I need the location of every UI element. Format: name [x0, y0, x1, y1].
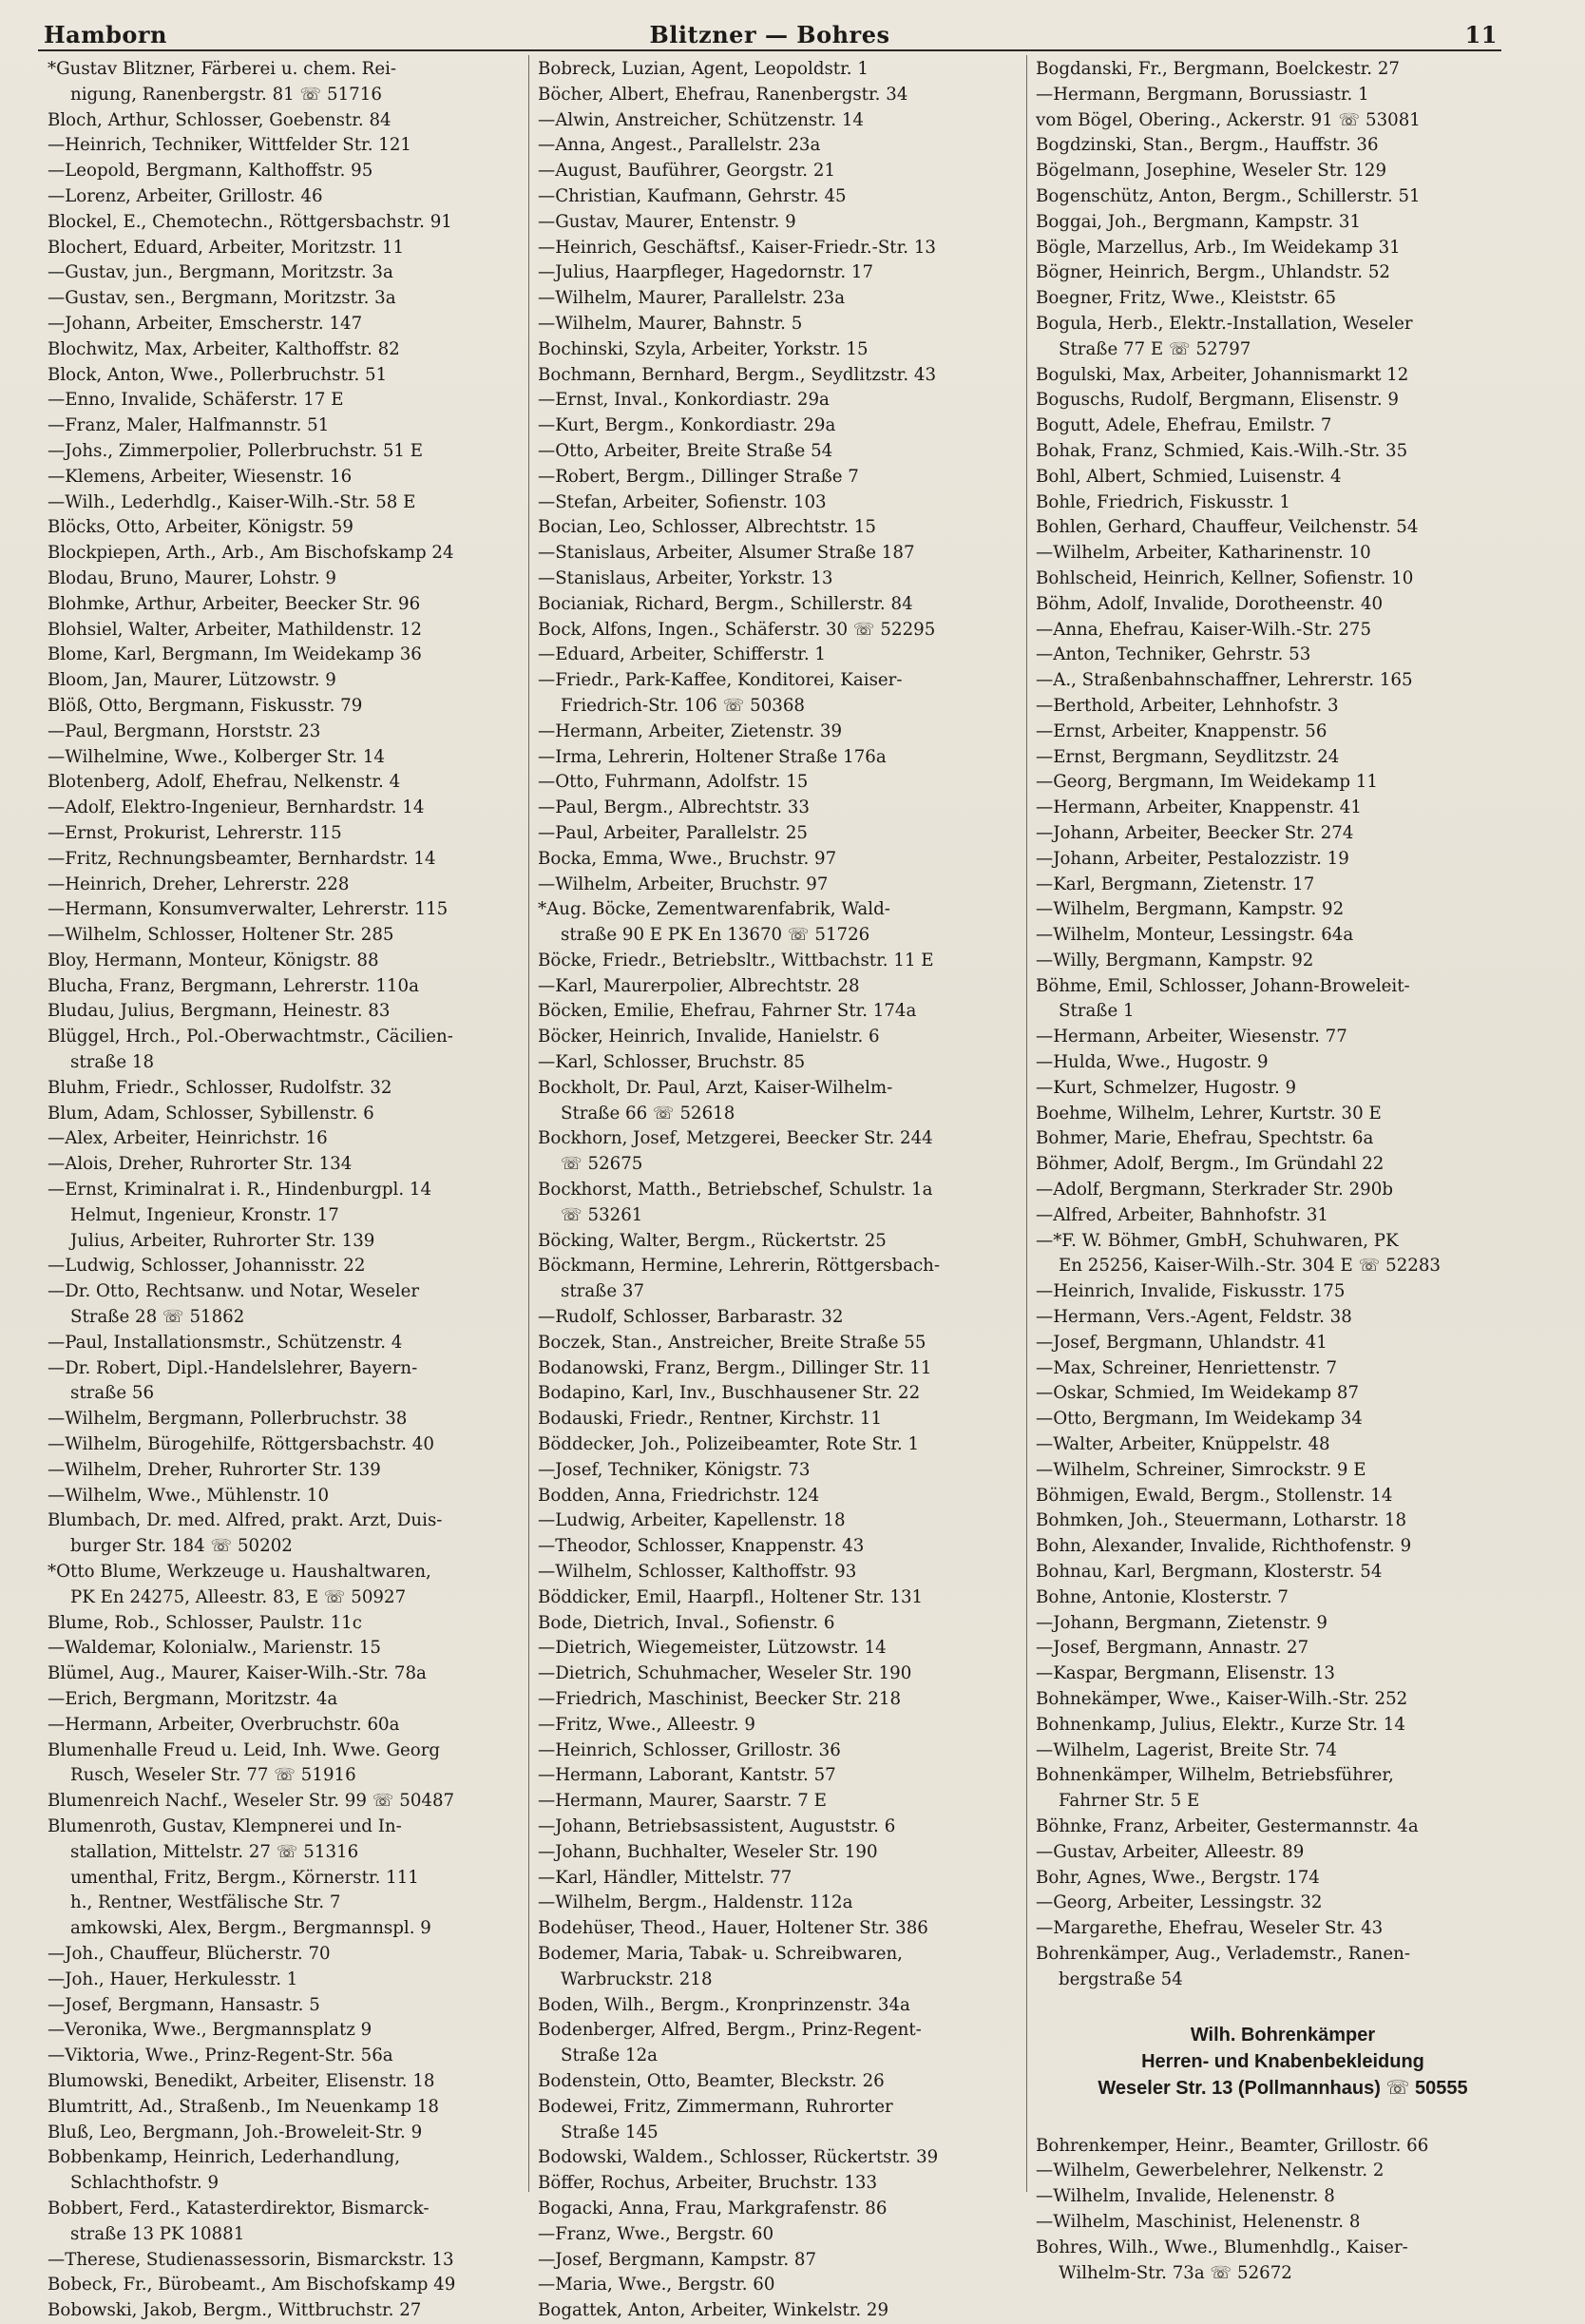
directory-entry-line: Böddecker, Joh., Polizeibeamter, Rote Str. 1	[538, 1434, 920, 1455]
directory-entry-line: Bochmann, Bernhard, Bergm., Seydlitzstr. 43	[538, 364, 937, 385]
directory-entry-line: —Karl, Bergmann, Zietenstr. 17	[1036, 874, 1315, 894]
directory-entry-line: —Heinrich, Invalide, Fiskusstr. 175	[1036, 1281, 1346, 1302]
directory-entry-line: Blochwitz, Max, Arbeiter, Kalthoffstr. 82	[48, 338, 400, 359]
directory-entry-line: —Fritz, Rechnungsbeamter, Bernhardstr. 14	[48, 848, 436, 869]
directory-entry-line: Bohnekämper, Wwe., Kaiser-Wilh.-Str. 252	[1036, 1689, 1408, 1709]
directory-entry-line: —Theodor, Schlosser, Knappenstr. 43	[538, 1536, 865, 1557]
directory-entry-line: —Wilhelm, Maurer, Parallelstr. 23a	[538, 288, 846, 309]
directory-entry-line: Blum, Adam, Schlosser, Sybillenstr. 6	[48, 1103, 374, 1124]
directory-entry-line: burger Str. 184 ☏ 50202	[70, 1536, 293, 1557]
directory-entry-line: Bohmer, Marie, Ehefrau, Spechtstr. 6a	[1036, 1128, 1374, 1149]
directory-entry-line: —Eduard, Arbeiter, Schifferstr. 1	[538, 644, 826, 665]
directory-entry-line: Bohak, Franz, Schmied, Kais.-Wilh.-Str. 35	[1036, 440, 1408, 461]
directory-entry-line: Böhme, Emil, Schlosser, Johann-Broweleit-	[1036, 975, 1410, 996]
directory-entry-line: Bodanowski, Franz, Bergm., Dillinger Str. 11	[538, 1357, 932, 1378]
directory-entry-line: Blotenberg, Adolf, Ehefrau, Nelkenstr. 4	[48, 772, 401, 793]
directory-entry-line: —Alfred, Arbeiter, Bahnhofstr. 31	[1036, 1204, 1328, 1225]
directory-entry-line: —Friedr., Park-Kaffee, Konditorei, Kaiser-	[538, 670, 903, 691]
directory-entry-line: Bockhorst, Matth., Betriebschef, Schulstr. 1a	[538, 1180, 933, 1200]
directory-entry-line: amkowski, Alex, Bergm., Bergmannspl. 9	[70, 1918, 431, 1939]
directory-entry-line: —Hermann, Arbeiter, Zietenstr. 39	[538, 720, 843, 741]
directory-entry-line: Bohrenkämper, Aug., Verlademstr., Ranen-	[1036, 1943, 1411, 1964]
directory-entry-line: Bodewei, Fritz, Zimmermann, Ruhrorter	[538, 2096, 893, 2117]
directory-column-1	[48, 57, 542, 2321]
directory-entry-line: —Wilhelm, Wwe., Mühlenstr. 10	[48, 1485, 330, 1506]
header-city: Hamborn	[44, 21, 168, 48]
directory-entry-line: —Wilh., Lederhdlg., Kaiser-Wilh.-Str. 58 E	[48, 491, 416, 512]
directory-entry-line: —Therese, Studienassessorin, Bismarckstr. 13	[48, 2249, 454, 2270]
directory-entry-line: —Adolf, Elektro-Ingenieur, Bernhardstr. 14	[48, 797, 425, 818]
directory-entry-line: —Erich, Bergmann, Moritzstr. 4a	[48, 1689, 338, 1709]
directory-entry-line: —Otto, Bergmann, Im Weidekamp 34	[1036, 1409, 1363, 1430]
directory-entry-line: —Karl, Händler, Mittelstr. 77	[538, 1867, 792, 1888]
directory-entry-line: Bodenberger, Alfred, Bergm., Prinz-Regent-	[538, 2020, 922, 2041]
advertisement-box	[1036, 2022, 1530, 2102]
directory-entry-line: Bohlen, Gerhard, Chauffeur, Veilchenstr. 54	[1036, 517, 1419, 538]
directory-entry-line: ☏ 53261	[561, 1204, 643, 1225]
directory-entry-line: Blohmke, Arthur, Arbeiter, Beecker Str. 96	[48, 593, 421, 614]
directory-entry-line: —Josef, Bergmann, Hansastr. 5	[48, 1994, 320, 2015]
ad-address-phone: Weseler Str. 13 (Pollmannhaus) ☏ 50555	[1098, 2077, 1468, 2099]
directory-entry-line: Bogdzinski, Stan., Bergm., Hauffstr. 36	[1036, 135, 1379, 156]
directory-entry-line: Blohsiel, Walter, Arbeiter, Mathildenstr. 12	[48, 619, 422, 640]
directory-entry-line: —Dietrich, Wiegemeister, Lützowstr. 14	[538, 1638, 887, 1659]
directory-entry-line: Blockpiepen, Arth., Arb., Am Bischofskamp 24	[48, 543, 454, 564]
directory-entry-line: —Margarethe, Ehefrau, Weseler Str. 43	[1036, 1918, 1384, 1939]
directory-entry-line: Bodauski, Friedr., Rentner, Kirchstr. 11	[538, 1409, 883, 1430]
directory-entry-line: Bohrenkemper, Heinr., Beamter, Grillostr. 66	[1036, 2135, 1429, 2156]
directory-entry-line: Bogutt, Adele, Ehefrau, Emilstr. 7	[1036, 415, 1332, 436]
directory-entry-line: Bodapino, Karl, Inv., Buschhausener Str. 22	[538, 1383, 921, 1404]
directory-entry-line: Bobbenkamp, Heinrich, Lederhandlung,	[48, 2147, 401, 2168]
directory-column-2	[538, 57, 1032, 2321]
directory-entry-line: —Heinrich, Schlosser, Grillostr. 36	[538, 1739, 841, 1760]
directory-entry-line: —Kurt, Bergm., Konkordiastr. 29a	[538, 415, 836, 436]
directory-entry-line: —Gustav, jun., Bergmann, Moritzstr. 3a	[48, 262, 393, 283]
directory-entry-line: Böhnke, Franz, Arbeiter, Gestermannstr. 4a	[1036, 1815, 1419, 1836]
directory-entry-line: —Ernst, Prokurist, Lehrerstr. 115	[48, 822, 342, 843]
directory-entry-line: —Gustav, Arbeiter, Alleestr. 89	[1036, 1841, 1305, 1862]
directory-entry-line: Wilhelm-Str. 73a ☏ 52672	[1059, 2262, 1292, 2283]
directory-entry-line: —Stanislaus, Arbeiter, Yorkstr. 13	[538, 567, 833, 588]
directory-entry-line: Blöß, Otto, Bergmann, Fiskusstr. 79	[48, 695, 363, 716]
directory-entry-line: Blumowski, Benedikt, Arbeiter, Elisenstr. 18	[48, 2070, 435, 2091]
directory-entry-line: —Ernst, Inval., Konkordiastr. 29a	[538, 390, 830, 411]
directory-entry-line: En 25256, Kaiser-Wilh.-Str. 304 E ☏ 52283	[1059, 1256, 1441, 1277]
directory-entry-line: Bohnau, Karl, Bergmann, Klosterstr. 54	[1036, 1562, 1383, 1583]
directory-entry-line: Bodenstein, Otto, Beamter, Bleckstr. 26	[538, 2070, 885, 2091]
directory-entry-line: —Klemens, Arbeiter, Wiesenstr. 16	[48, 466, 353, 487]
directory-entry-line: —Wilhelm, Gewerbelehrer, Nelkenstr. 2	[1036, 2161, 1384, 2181]
directory-entry-line: Bobbert, Ferd., Katasterdirektor, Bismarck-	[48, 2198, 430, 2218]
directory-entry-line: —Josef, Techniker, Königstr. 73	[538, 1459, 811, 1480]
directory-entry-line: Bockholt, Dr. Paul, Arzt, Kaiser-Wilhelm-	[538, 1077, 893, 1098]
ad-company-name: Wilh. Bohrenkämper	[1190, 2024, 1376, 2046]
directory-entry-line: —Julius, Haarpfleger, Hagedornstr. 17	[538, 262, 874, 283]
directory-entry-line: —Josef, Bergmann, Kampstr. 87	[538, 2249, 817, 2270]
directory-entry-line: —Wilhelm, Schlosser, Holtener Str. 285	[48, 925, 394, 946]
directory-entry-line: —Otto, Fuhrmann, Adolfstr. 15	[538, 772, 809, 793]
directory-entry-line: Friedrich-Str. 106 ☏ 50368	[561, 695, 805, 716]
directory-entry-line: —Wilhelmine, Wwe., Kolberger Str. 14	[48, 746, 385, 767]
directory-entry-line: Blümel, Aug., Maurer, Kaiser-Wilh.-Str. 78a	[48, 1663, 427, 1684]
directory-entry-line: straße 13 PK 10881	[70, 2223, 245, 2244]
directory-entry-line: —Wilhelm, Bergmann, Kampstr. 92	[1036, 899, 1345, 920]
directory-entry-line: Böckmann, Hermine, Lehrerin, Röttgersbach-	[538, 1256, 941, 1277]
directory-entry-line: Bogulski, Max, Arbeiter, Johannismarkt 12	[1036, 364, 1409, 385]
directory-entry-line: —Wilhelm, Invalide, Helenenstr. 8	[1036, 2186, 1335, 2207]
directory-entry-line: Bloch, Arthur, Schlosser, Goebenstr. 84	[48, 109, 391, 130]
directory-entry-line: —Ernst, Kriminalrat i. R., Hindenburgpl. 14	[48, 1180, 432, 1200]
directory-entry-line: —Dietrich, Schuhmacher, Weseler Str. 190	[538, 1663, 912, 1684]
directory-entry-line: Bocian, Leo, Schlosser, Albrechtstr. 15	[538, 517, 876, 538]
directory-entry-line: *Gustav Blitzner, Färberei u. chem. Rei-	[48, 59, 397, 79]
directory-entry-line: Bögelmann, Josephine, Weseler Str. 129	[1036, 161, 1387, 182]
directory-entry-line: —Georg, Arbeiter, Lessingstr. 32	[1036, 1892, 1323, 1913]
directory-entry-line: vom Bögel, Obering., Ackerstr. 91 ☏ 53081	[1036, 109, 1421, 130]
directory-entry-line: *Aug. Böcke, Zementwarenfabrik, Wald-	[538, 899, 890, 920]
directory-entry-line: Blome, Karl, Bergmann, Im Weidekamp 36	[48, 644, 422, 665]
directory-entry-line: h., Rentner, Westfälische Str. 7	[70, 1892, 341, 1913]
directory-entry-line: —Gustav, sen., Bergmann, Moritzstr. 3a	[48, 288, 396, 309]
directory-entry-line: —Joh., Chauffeur, Blücherstr. 70	[48, 1943, 331, 1964]
directory-entry-line: —Ernst, Bergmann, Seydlitzstr. 24	[1036, 746, 1340, 767]
directory-entry-line: —Wilhelm, Arbeiter, Bruchstr. 97	[538, 874, 829, 894]
ad-business-description: Herren- und Knabenbekleidung	[1141, 2050, 1424, 2072]
directory-entry-line: Bloom, Jan, Maurer, Lützowstr. 9	[48, 670, 336, 691]
directory-entry-line: Boehme, Wilhelm, Lehrer, Kurtstr. 30 E	[1036, 1103, 1382, 1124]
directory-entry-line: —Heinrich, Techniker, Wittfelder Str. 121	[48, 135, 412, 156]
directory-entry-line: —Anna, Ehefrau, Kaiser-Wilh.-Str. 275	[1036, 619, 1372, 640]
directory-entry-line: Block, Anton, Wwe., Pollerbruchstr. 51	[48, 364, 388, 385]
directory-entry-line: —Enno, Invalide, Schäferstr. 17 E	[48, 390, 344, 411]
directory-entry-line: Böhm, Adolf, Invalide, Dorotheenstr. 40	[1036, 593, 1384, 614]
directory-entry-line: *Otto Blume, Werkzeuge u. Haushaltwaren,	[48, 1562, 431, 1583]
directory-entry-line: —Stefan, Arbeiter, Sofienstr. 103	[538, 491, 827, 512]
directory-entry-line: Bock, Alfons, Ingen., Schäferstr. 30 ☏ 52295	[538, 619, 936, 640]
directory-entry-line: —Christian, Kaufmann, Gehrstr. 45	[538, 185, 847, 206]
directory-entry-line: —Max, Schreiner, Henriettenstr. 7	[1036, 1357, 1338, 1378]
directory-entry-line: —Wilhelm, Schreiner, Simrockstr. 9 E	[1036, 1459, 1366, 1480]
directory-entry-line: Bohmken, Joh., Steuermann, Lotharstr. 18	[1036, 1510, 1407, 1531]
directory-entry-line: —Georg, Bergmann, Im Weidekamp 11	[1036, 772, 1378, 793]
directory-entry-line: —Wilhelm, Bergmann, Pollerbruchstr. 38	[48, 1409, 408, 1430]
directory-entry-line: —Wilhelm, Lagerist, Breite Str. 74	[1036, 1739, 1338, 1760]
directory-entry-line: Bohl, Albert, Schmied, Luisenstr. 4	[1036, 466, 1342, 487]
directory-entry-line: Bobeck, Fr., Bürobeamt., Am Bischofskamp 49	[48, 2275, 456, 2295]
directory-entry-line: —Karl, Schlosser, Bruchstr. 85	[538, 1052, 806, 1073]
directory-entry-line: —Hermann, Arbeiter, Knappenstr. 41	[1036, 797, 1362, 818]
directory-entry-line: Boczek, Stan., Anstreicher, Breite Straße 55	[538, 1332, 926, 1353]
directory-entry-line: —Wilhelm, Schlosser, Kalthoffstr. 93	[538, 1562, 857, 1583]
directory-entry-line: Blume, Rob., Schlosser, Paulstr. 11c	[48, 1612, 362, 1633]
directory-entry-line: bergstraße 54	[1059, 1969, 1183, 1989]
directory-entry-line: —Johann, Arbeiter, Beecker Str. 274	[1036, 822, 1354, 843]
directory-entry-line: —*F. W. Böhmer, GmbH, Schuhwaren, PK	[1036, 1230, 1399, 1251]
directory-entry-line: —Wilhelm, Arbeiter, Katharinenstr. 10	[1036, 543, 1371, 564]
directory-entry-line: Bode, Dietrich, Inval., Sofienstr. 6	[538, 1612, 835, 1633]
directory-entry-line: Fahrner Str. 5 E	[1059, 1791, 1200, 1812]
directory-entry-line: —Ernst, Arbeiter, Knappenstr. 56	[1036, 720, 1327, 741]
directory-entry-line: Bohne, Antonie, Klosterstr. 7	[1036, 1586, 1289, 1607]
directory-entry-line: —Anna, Angest., Parallelstr. 23a	[538, 135, 821, 156]
directory-entry-line: —Lorenz, Arbeiter, Grillostr. 46	[48, 185, 323, 206]
directory-entry-line: Bohlscheid, Heinrich, Kellner, Sofienstr. 10	[1036, 567, 1414, 588]
directory-entry-line: —Waldemar, Kolonialw., Marienstr. 15	[48, 1638, 381, 1659]
directory-entry-line: Straße 12a	[561, 2046, 658, 2066]
directory-entry-line: Böcken, Emilie, Ehefrau, Fahrner Str. 174a	[538, 1001, 917, 1022]
directory-entry-line: Helmut, Ingenieur, Kronstr. 17	[70, 1204, 339, 1225]
directory-entry-line: —Wilhelm, Maschinist, Helenenstr. 8	[1036, 2211, 1361, 2232]
directory-entry-line: —Ludwig, Schlosser, Johannisstr. 22	[48, 1256, 366, 1277]
directory-entry-line: —Hermann, Bergmann, Borussiastr. 1	[1036, 84, 1369, 105]
directory-entry-line: Bögle, Marzellus, Arb., Im Weidekamp 31	[1036, 237, 1401, 258]
directory-entry-line: —Wilhelm, Bürogehilfe, Röttgersbachstr. 40	[48, 1434, 434, 1455]
directory-entry-line: Blumenreich Nachf., Weseler Str. 99 ☏ 50487	[48, 1791, 455, 1812]
directory-entry-line: —Hermann, Arbeiter, Wiesenstr. 77	[1036, 1027, 1347, 1047]
directory-entry-line: Blumtritt, Ad., Straßenb., Im Neuenkamp 18	[48, 2096, 439, 2117]
directory-entry-line: Böhmer, Adolf, Bergm., Im Gründahl 22	[1036, 1154, 1384, 1175]
directory-entry-line: —Wilhelm, Monteur, Lessingstr. 64a	[1036, 925, 1354, 946]
directory-entry-line: Warbruckstr. 218	[561, 1969, 713, 1989]
directory-entry-line: —Adolf, Bergmann, Sterkrader Str. 290b	[1036, 1180, 1393, 1200]
directory-entry-line: Bochinski, Szyla, Arbeiter, Yorkstr. 15	[538, 338, 869, 359]
directory-entry-line: —Joh., Hauer, Herkulesstr. 1	[48, 1969, 298, 1989]
directory-entry-line: —Dr. Robert, Dipl.-Handelslehrer, Bayern-	[48, 1357, 418, 1378]
directory-entry-line: —Wilhelm, Dreher, Ruhrorter Str. 139	[48, 1459, 381, 1480]
directory-entry-line: Straße 77 E ☏ 52797	[1059, 338, 1251, 359]
directory-entry-line: —Johann, Buchhalter, Weseler Str. 190	[538, 1841, 878, 1862]
directory-entry-line: —Veronika, Wwe., Bergmannsplatz 9	[48, 2020, 372, 2041]
directory-entry-line: straße 37	[561, 1281, 645, 1302]
directory-entry-line: straße 90 E PK En 13670 ☏ 51726	[561, 925, 870, 946]
directory-entry-line: —Alex, Arbeiter, Heinrichstr. 16	[48, 1128, 328, 1149]
directory-entry-line: —Hermann, Vers.-Agent, Feldstr. 38	[1036, 1307, 1352, 1328]
directory-entry-line: Bohle, Friedrich, Fiskusstr. 1	[1036, 491, 1290, 512]
directory-entry-line: —Irma, Lehrerin, Holtener Straße 176a	[538, 746, 887, 767]
directory-entry-line: Bogenschütz, Anton, Bergm., Schillerstr. 51	[1036, 185, 1421, 206]
directory-entry-line: —Johann, Betriebsassistent, Auguststr. 6	[538, 1815, 896, 1836]
directory-entry-line: —Paul, Bergmann, Horststr. 23	[48, 720, 321, 741]
directory-entry-line: —Maria, Wwe., Bergstr. 60	[538, 2275, 775, 2295]
directory-entry-line: —Paul, Bergm., Albrechtstr. 33	[538, 797, 810, 818]
directory-entry-line: —Hermann, Maurer, Saarstr. 7 E	[538, 1791, 827, 1812]
directory-entry-line: Bodehüser, Theod., Hauer, Holtener Str. 386	[538, 1918, 928, 1939]
directory-entry-line: —Gustav, Maurer, Entenstr. 9	[538, 211, 796, 232]
directory-entry-line: Straße 1	[1059, 1001, 1135, 1022]
directory-entry-line: —August, Bauführer, Georgstr. 21	[538, 161, 836, 182]
directory-entry-line: —Walter, Arbeiter, Knüppelstr. 48	[1036, 1434, 1330, 1455]
directory-entry-line: PK En 24275, Alleestr. 83, E ☏ 50927	[70, 1586, 407, 1607]
directory-entry-line: —Johann, Arbeiter, Pestalozzistr. 19	[1036, 848, 1349, 869]
directory-entry-line: Blodau, Bruno, Maurer, Lohstr. 9	[48, 567, 336, 588]
directory-entry-line: Bogacki, Anna, Frau, Markgrafenstr. 86	[538, 2198, 888, 2218]
directory-entry-line: —Berthold, Arbeiter, Lehnhofstr. 3	[1036, 695, 1339, 716]
directory-entry-line: —Oskar, Schmied, Im Weidekamp 87	[1036, 1383, 1360, 1404]
page-header	[38, 21, 1501, 51]
directory-entry-line: Bogdanski, Fr., Bergmann, Boelckestr. 27	[1036, 59, 1401, 79]
directory-entry-line: Bogula, Herb., Elektr.-Installation, Weseler	[1036, 313, 1413, 334]
directory-entry-line: —Rudolf, Schlosser, Barbarastr. 32	[538, 1307, 844, 1328]
directory-entry-line: Blüggel, Hrch., Pol.-Oberwachtmstr., Cäcilien-	[48, 1027, 453, 1047]
directory-entry-line: —Friedrich, Maschinist, Beecker Str. 218	[538, 1689, 902, 1709]
directory-entry-line: Boegner, Fritz, Wwe., Kleiststr. 65	[1036, 288, 1337, 309]
directory-entry-line: Bogattek, Anton, Arbeiter, Winkelstr. 29	[538, 2300, 889, 2321]
directory-entry-line: Bobowski, Jakob, Bergm., Wittbruchstr. 27	[48, 2300, 422, 2321]
directory-entry-line: —Kurt, Schmelzer, Hugostr. 9	[1036, 1077, 1297, 1098]
column-3-entries-after-ad	[1036, 2134, 1530, 2287]
directory-entry-line: —Franz, Wwe., Bergstr. 60	[538, 2223, 774, 2244]
directory-entry-line: Bocka, Emma, Wwe., Bruchstr. 97	[538, 848, 837, 869]
directory-entry-line: straße 18	[70, 1052, 155, 1073]
directory-entry-line: —Johs., Zimmerpolier, Pollerbruchstr. 51 E	[48, 440, 424, 461]
directory-entry-line: Blochert, Eduard, Arbeiter, Moritzstr. 11	[48, 237, 405, 258]
directory-entry-line: Bodemer, Maria, Tabak- u. Schreibwaren,	[538, 1943, 903, 1964]
directory-entry-line: —Karl, Maurerpolier, Albrechtstr. 28	[538, 975, 860, 996]
directory-entry-line: Bodden, Anna, Friedrichstr. 124	[538, 1485, 820, 1506]
directory-entry-line: Straße 28 ☏ 51862	[70, 1307, 245, 1328]
directory-entry-line: Bludau, Julius, Bergmann, Heinestr. 83	[48, 1001, 391, 1022]
directory-entry-line: straße 56	[70, 1383, 155, 1404]
directory-entry-line: Boggai, Joh., Bergmann, Kampstr. 31	[1036, 211, 1362, 232]
directory-entry-line: —Heinrich, Dreher, Lehrerstr. 228	[48, 874, 350, 894]
directory-entry-line: Bluß, Leo, Bergmann, Joh.-Broweleit-Str. 9	[48, 2122, 423, 2142]
directory-entry-line: Böcher, Albert, Ehefrau, Ranenbergstr. 34	[538, 84, 908, 105]
directory-entry-line: —Robert, Bergm., Dillinger Straße 7	[538, 466, 859, 487]
directory-entry-line: Böhmigen, Ewald, Bergm., Stollenstr. 14	[1036, 1485, 1393, 1506]
directory-entry-line: Bockhorn, Josef, Metzgerei, Beecker Str. 244	[538, 1128, 933, 1149]
directory-entry-line: Blumbach, Dr. med. Alfred, prakt. Arzt, Duis-	[48, 1510, 443, 1531]
directory-entry-line: Blockel, E., Chemotechn., Röttgersbachstr. 91	[48, 211, 452, 232]
directory-entry-line: Blumenhalle Freud u. Leid, Inh. Wwe. Georg	[48, 1739, 441, 1760]
directory-entry-line: nigung, Ranenbergstr. 81 ☏ 51716	[70, 84, 382, 105]
directory-entry-line: Straße 145	[561, 2122, 659, 2142]
directory-entry-line: —Alwin, Anstreicher, Schützenstr. 14	[538, 109, 864, 130]
directory-entry-line: —Hermann, Konsumverwalter, Lehrerstr. 115	[48, 899, 449, 920]
directory-entry-line: Blumenroth, Gustav, Klempnerei und In-	[48, 1815, 402, 1836]
directory-entry-line: Bocianiak, Richard, Bergm., Schillerstr. 84	[538, 593, 913, 614]
directory-entry-line: —Heinrich, Geschäftsf., Kaiser-Friedr.-Str. 13	[538, 237, 936, 258]
directory-entry-line: —A., Straßenbahnschaffner, Lehrerstr. 165	[1036, 670, 1413, 691]
directory-entry-line: Julius, Arbeiter, Ruhrorter Str. 139	[70, 1230, 375, 1251]
directory-entry-line: Bohnenkämper, Wilhelm, Betriebsführer,	[1036, 1765, 1394, 1786]
directory-entry-line: —Dr. Otto, Rechtsanw. und Notar, Weseler	[48, 1281, 420, 1302]
directory-entry-line: Bluhm, Friedr., Schlosser, Rudolfstr. 32	[48, 1077, 392, 1098]
directory-entry-line: —Hermann, Arbeiter, Overbruchstr. 60a	[48, 1714, 400, 1735]
directory-entry-line: Bohres, Wilh., Wwe., Blumenhdlg., Kaiser-	[1036, 2237, 1408, 2257]
directory-entry-line: —Josef, Bergmann, Uhlandstr. 41	[1036, 1332, 1327, 1353]
directory-entry-line: stallation, Mittelstr. 27 ☏ 51316	[70, 1841, 359, 1862]
directory-entry-line: Bobreck, Luzian, Agent, Leopoldstr. 1	[538, 59, 869, 79]
column-3-entries	[1036, 57, 1530, 1993]
header-name-range: Blitzner — Bohres	[649, 21, 890, 48]
directory-entry-line: umenthal, Fritz, Bergm., Körnerstr. 111	[70, 1867, 419, 1888]
directory-entry-line: Bögner, Heinrich, Bergm., Uhlandstr. 52	[1036, 262, 1390, 283]
directory-entry-line: Boden, Wilh., Bergm., Kronprinzenstr. 34a	[538, 1994, 910, 2015]
directory-entry-line: —Wilhelm, Maurer, Bahnstr. 5	[538, 313, 803, 334]
directory-entry-line: —Wilhelm, Bergm., Haldenstr. 112a	[538, 1892, 853, 1913]
directory-entry-line: Bohn, Alexander, Invalide, Richthofenstr. 9	[1036, 1536, 1412, 1557]
directory-entry-line: —Franz, Maler, Halfmannstr. 51	[48, 415, 330, 436]
directory-entry-line: Bloy, Hermann, Monteur, Königstr. 88	[48, 950, 379, 970]
directory-entry-line: —Viktoria, Wwe., Prinz-Regent-Str. 56a	[48, 2046, 393, 2066]
directory-entry-line: Bohnenkamp, Julius, Elektr., Kurze Str. 14	[1036, 1714, 1405, 1735]
directory-entry-line: —Johann, Bergmann, Zietenstr. 9	[1036, 1612, 1327, 1633]
directory-entry-line: —Fritz, Wwe., Alleestr. 9	[538, 1714, 755, 1735]
directory-entry-line: Straße 66 ☏ 52618	[561, 1103, 735, 1124]
directory-entry-line: Böffer, Rochus, Arbeiter, Bruchstr. 133	[538, 2173, 878, 2194]
directory-entry-line: Böddicker, Emil, Haarpfl., Holtener Str. 131	[538, 1586, 924, 1607]
directory-entry-line: —Kaspar, Bergmann, Elisenstr. 13	[1036, 1663, 1336, 1684]
directory-entry-line: —Ludwig, Arbeiter, Kapellenstr. 18	[538, 1510, 846, 1531]
directory-entry-line: Bodowski, Waldem., Schlosser, Rückertstr. 39	[538, 2147, 939, 2168]
directory-entry-line: Böcking, Walter, Bergm., Rückertstr. 25	[538, 1230, 887, 1251]
directory-entry-line: —Alois, Dreher, Ruhrorter Str. 134	[48, 1154, 353, 1175]
directory-entry-line: ☏ 52675	[561, 1154, 643, 1175]
directory-entry-line: Blöcks, Otto, Arbeiter, Königstr. 59	[48, 517, 353, 538]
directory-entry-line: —Hermann, Laborant, Kantstr. 57	[538, 1765, 836, 1786]
directory-entry-line: —Stanislaus, Arbeiter, Alsumer Straße 187	[538, 543, 915, 564]
directory-entry-line: Böcker, Heinrich, Invalide, Hanielstr. 6	[538, 1027, 880, 1047]
directory-entry-line: Boguschs, Rudolf, Bergmann, Elisenstr. 9	[1036, 390, 1399, 411]
directory-entry-line: —Josef, Bergmann, Annastr. 27	[1036, 1638, 1309, 1659]
directory-entry-line: —Paul, Installationsmstr., Schützenstr. 4	[48, 1332, 403, 1353]
directory-entry-line: Böcke, Friedr., Betriebsltr., Wittbachstr. 11 E	[538, 950, 934, 970]
directory-entry-line: —Hulda, Wwe., Hugostr. 9	[1036, 1052, 1269, 1073]
directory-entry-line: —Willy, Bergmann, Kampstr. 92	[1036, 950, 1314, 970]
directory-entry-line: —Paul, Arbeiter, Parallelstr. 25	[538, 822, 808, 843]
directory-entry-line: —Leopold, Bergmann, Kalthoffstr. 95	[48, 161, 373, 182]
directory-entry-line: Rusch, Weseler Str. 77 ☏ 51916	[70, 1765, 356, 1786]
directory-entry-line: Blucha, Franz, Bergmann, Lehrerstr. 110a	[48, 975, 419, 996]
directory-column-3	[1036, 57, 1530, 2283]
directory-entry-line: Bohr, Agnes, Wwe., Bergstr. 174	[1036, 1867, 1320, 1888]
directory-entry-line: —Otto, Arbeiter, Breite Straße 54	[538, 440, 833, 461]
directory-entry-line: —Johann, Arbeiter, Emscherstr. 147	[48, 313, 363, 334]
page-number: 11	[1464, 21, 1498, 48]
directory-entry-line: Schlachthofstr. 9	[70, 2173, 220, 2194]
directory-entry-line: —Anton, Techniker, Gehrstr. 53	[1036, 644, 1311, 665]
